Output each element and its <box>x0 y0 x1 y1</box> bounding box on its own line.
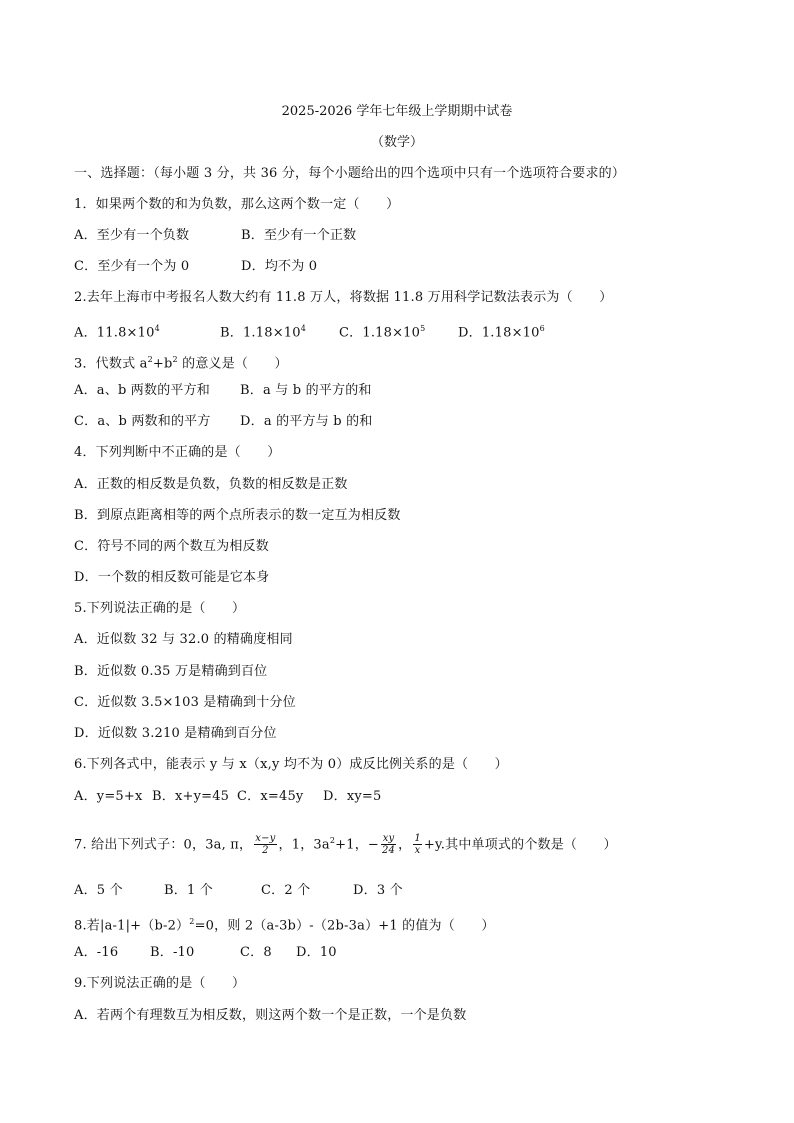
q7-fraction-2 <box>381 833 396 856</box>
q7-stem-part-2: ，1，3a <box>278 837 330 853</box>
q6-option-b: B．x+y=45 <box>152 789 230 804</box>
q2-option-b-base: B．1.18×10 <box>220 325 301 341</box>
q7-exponent: 2 <box>329 836 336 845</box>
question-3-options-row1 <box>74 383 372 399</box>
exam-subtitle: （数学） <box>370 135 423 150</box>
exam-title: 2025-2026 学年七年级上学期期中试卷 <box>281 104 513 119</box>
q2-option-d-base: D．1.18×10 <box>458 325 540 341</box>
question-6-options <box>74 789 381 805</box>
q7-option-d: D．3 个 <box>353 883 403 898</box>
question-1-options-row1 <box>74 228 356 244</box>
question-3-options-row2 <box>74 414 373 430</box>
q3-option-b: B．a 与 b 的平方的和 <box>240 383 372 398</box>
q4-option-d: D．一个数的相反数可能是它本身 <box>74 570 270 585</box>
q3-stem-pre: 3．代数式 a <box>74 356 148 372</box>
question-1-stem: 1．如果两个数的和为负数，那么这两个数一定（ ） <box>74 197 400 212</box>
q7-fraction-3 <box>413 833 422 856</box>
q8-option-d: D．10 <box>296 945 337 960</box>
q6-option-a: A．y=5+x <box>74 789 143 804</box>
question-9-stem: 9.下列说法正确的是（ ） <box>74 976 246 991</box>
section-heading: 一、选择题：（每小题 3 分，共 36 分，每个小题给出的四个选项中只有一个选项符合要求的） <box>74 166 626 181</box>
question-8-stem <box>74 914 495 934</box>
question-7-stem <box>74 828 617 858</box>
q7-fraction-1 <box>254 833 276 856</box>
q9-option-a: A．若两个有理数互为相反数，则这两个数一个是正数，一个是负数 <box>74 1008 467 1023</box>
question-4-stem: 4．下列判断中不正确的是（ ） <box>74 445 281 460</box>
question-3-stem <box>74 352 288 372</box>
question-2-stem: 2.去年上海市中考报名人数大约有 11.8 万人，将数据 11.8 万用科学记数法表示为（ ） <box>74 290 613 305</box>
q1-option-a: A．至少有一个负数 <box>74 228 190 243</box>
q5-option-c: C．近似数 3.5×103 是精确到十分位 <box>74 695 296 710</box>
q6-option-c: C．x=45y <box>237 789 304 804</box>
q2-option-d-exponent: 6 <box>539 324 545 333</box>
q8-stem-pre: 8.若|a-1|+（b-2） <box>74 918 190 934</box>
q5-option-d: D．近似数 3.210 是精确到百分位 <box>74 726 277 741</box>
q4-option-c: C．符号不同的两个数互为相反数 <box>74 539 269 554</box>
q2-option-a-base: A．11.8×10 <box>74 325 155 341</box>
q1-option-c: C．至少有一个为 0 <box>74 259 190 274</box>
question-5-stem: 5.下列说法正确的是（ ） <box>74 601 246 616</box>
question-7-options <box>74 883 403 899</box>
q3-option-d: D．a 的平方与 b 的和 <box>240 414 373 429</box>
q2-option-a <box>74 321 220 341</box>
q7-option-c: C．2 个 <box>261 883 311 898</box>
q7-fraction-1-numerator: x−y <box>255 833 276 845</box>
q5-option-a: A．近似数 32 与 32.0 的精确度相同 <box>74 632 293 647</box>
q2-option-d <box>458 321 545 341</box>
q2-option-c-exponent: 5 <box>420 324 426 333</box>
q8-option-a: A．-16 <box>74 945 119 960</box>
q1-option-b: B．至少有一个正数 <box>241 228 357 243</box>
question-2-options <box>74 321 545 341</box>
q3-option-a: A．a、b 两数的平方和 <box>74 383 210 398</box>
q7-fraction-2-numerator: xy <box>382 833 395 845</box>
q2-option-c-base: C．1.18×10 <box>339 325 421 341</box>
q8-option-b: B．-10 <box>150 945 195 960</box>
q3-stem-exponent-2: 2 <box>172 355 178 364</box>
q2-option-b <box>220 321 339 341</box>
q7-stem-part-3: +1，− <box>335 837 379 853</box>
q7-stem-post: +y.其中单项式的个数是（ ） <box>423 837 617 853</box>
q1-option-d: D．均不为 0 <box>241 259 318 274</box>
question-8-options <box>74 945 337 961</box>
q7-fraction-1-denominator: 2 <box>262 845 269 857</box>
q8-stem-post: =0，则 2（a-3b）-（2b-3a）+1 的值为（ ） <box>194 918 495 934</box>
q3-stem-exponent-1: 2 <box>147 355 153 364</box>
q7-option-b: B．1 个 <box>164 883 213 898</box>
q7-option-a: A．5 个 <box>74 883 123 898</box>
q7-fraction-2-denominator: 24 <box>381 845 396 857</box>
question-1-options-row2 <box>74 259 317 275</box>
q7-fraction-3-numerator: 1 <box>414 833 421 845</box>
q8-option-c: C．8 <box>240 945 272 960</box>
q2-option-b-exponent: 4 <box>300 324 307 333</box>
q7-fraction-3-denominator: x <box>414 845 421 857</box>
q7-stem-part-4: ， <box>398 837 412 853</box>
q3-stem-post: 的意义是（ ） <box>177 356 288 372</box>
q4-option-a: A．正数的相反数是负数，负数的相反数是正数 <box>74 477 348 492</box>
q6-option-d: D．xy=5 <box>323 789 382 804</box>
q5-option-b: B．近似数 0.35 万是精确到百位 <box>74 664 268 679</box>
q2-option-a-exponent: 4 <box>154 324 160 333</box>
q4-option-b: B．到原点距离相等的两个点所表示的数一定互为相反数 <box>74 508 401 523</box>
q2-option-c <box>339 321 458 341</box>
q3-option-c: C．a、b 两数和的平方 <box>74 414 211 429</box>
question-6-stem: 6.下列各式中，能表示 y 与 x（x,y 均不为 0）成反比例关系的是（ ） <box>74 757 508 772</box>
q8-exponent: 2 <box>189 917 195 926</box>
q7-stem-pre: 7. 给出下列式子：0，3a, π， <box>74 837 253 853</box>
q3-stem-mid: +b <box>152 356 173 372</box>
